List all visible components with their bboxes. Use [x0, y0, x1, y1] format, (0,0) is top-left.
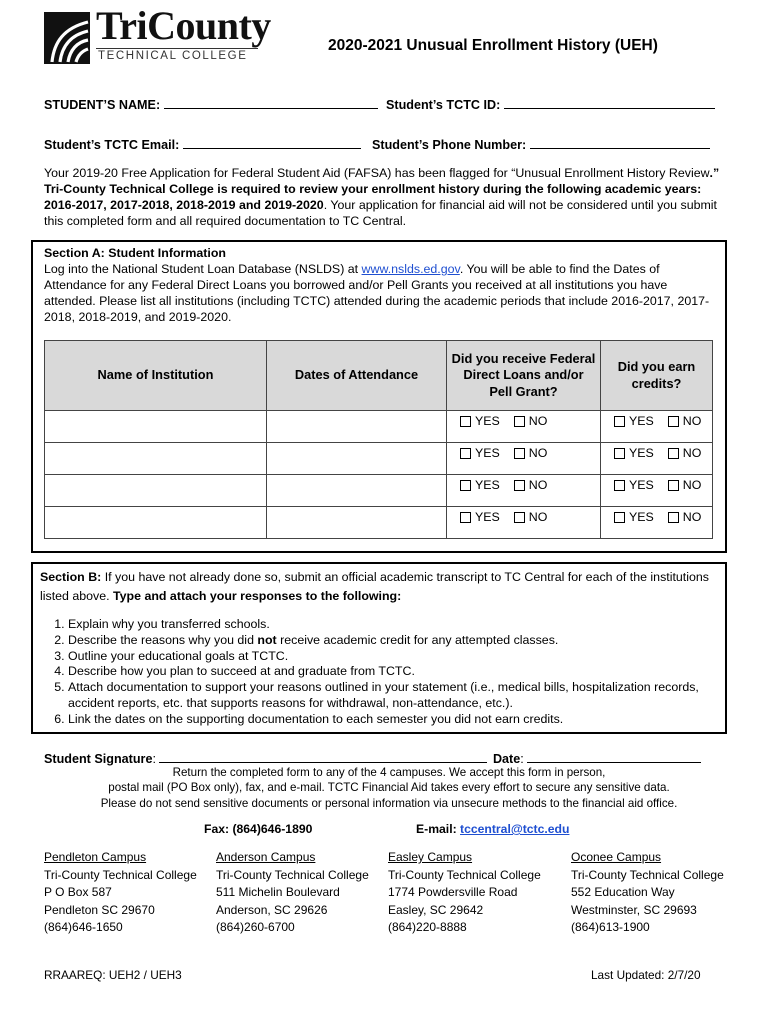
loans-yes-option[interactable]	[460, 510, 500, 526]
credits-no-label: NO	[682, 478, 702, 492]
credits-options	[601, 411, 712, 432]
student-name-field[interactable]	[164, 96, 378, 109]
credits-no-checkbox[interactable]	[668, 416, 679, 427]
institution-name-cell[interactable]	[45, 443, 267, 475]
credits-answer-cell	[601, 443, 713, 475]
credits-no-label: NO	[682, 510, 702, 524]
section-b-text: If you have not already done so, submit an official academic transcript to TC Central for each of the institutions listed above.	[40, 570, 709, 604]
loans-options	[447, 507, 600, 528]
campus-pendleton	[44, 849, 197, 937]
campus-city: Pendleton SC 29670	[44, 902, 155, 917]
campus-college: Tri-County Technical College	[44, 867, 197, 882]
student-phone-label: Student’s Phone Number:	[372, 138, 527, 152]
credits-no-label: NO	[682, 414, 702, 428]
credits-no-checkbox[interactable]	[668, 512, 679, 523]
loans-yes-label: YES	[475, 446, 500, 460]
institution-name-cell[interactable]	[45, 475, 267, 507]
credits-yes-label: YES	[629, 414, 654, 428]
logo-wordmark: TriCounty	[96, 3, 271, 48]
loans-yes-label: YES	[475, 414, 500, 428]
logo-subtitle: TECHNICAL COLLEGE	[98, 50, 248, 62]
student-name-row	[44, 96, 378, 113]
credits-yes-checkbox[interactable]	[614, 416, 625, 427]
list-item	[68, 633, 744, 649]
loans-no-checkbox[interactable]	[514, 416, 525, 427]
loans-no-option[interactable]	[514, 446, 548, 462]
section-a-text-2: . You will be able to find the Dates of Attendance for any Federal Direct Loans you borrowed and/or Pell Grants you received at all institutions you have attended. Please list all institutions (including TCTC) attended during the academic periods that include 2016-2017, 2017-2018, 2018-2019, and 2019-2020.	[44, 261, 710, 324]
loans-yes-option[interactable]	[460, 478, 500, 494]
loans-no-checkbox[interactable]	[514, 512, 525, 523]
loans-answer-cell	[447, 475, 601, 507]
signature-field[interactable]	[159, 750, 487, 763]
campus-name: Anderson Campus	[216, 850, 316, 864]
loans-options	[447, 443, 600, 464]
loans-no-label: NO	[528, 414, 548, 428]
credits-yes-option[interactable]	[614, 414, 654, 430]
logo-rule	[96, 48, 258, 49]
signature-label: Student Signature	[44, 752, 153, 766]
credits-yes-checkbox[interactable]	[614, 512, 625, 523]
campus-city: Anderson, SC 29626	[216, 902, 328, 917]
section-b-instructions	[40, 568, 720, 606]
campus-address: P O Box 587	[44, 885, 112, 900]
student-id-field[interactable]	[504, 96, 715, 109]
campus-college: Tri-County Technical College	[388, 867, 541, 882]
loans-no-option[interactable]	[514, 478, 548, 494]
loans-no-label: NO	[528, 510, 548, 524]
return-note-line-2: postal mail (PO Box only), fax, and e-mail. TCTC Financial Aid takes every effort to secure any sensitive data.	[108, 781, 670, 795]
list-item: 6. Link the dates on the supporting documentation to each semester you did not earn credits.	[68, 712, 744, 728]
loans-no-label: NO	[528, 478, 548, 492]
student-email-row	[44, 136, 361, 153]
credits-no-option[interactable]	[668, 446, 702, 462]
institution-name-cell[interactable]	[45, 507, 267, 539]
table-row	[45, 443, 713, 475]
student-phone-row	[372, 136, 710, 153]
column-header-institution: Name of Institution	[45, 341, 267, 411]
intro-paragraph	[44, 166, 734, 230]
credits-answer-cell	[601, 507, 713, 539]
credits-no-option[interactable]	[668, 478, 702, 494]
student-email-field[interactable]	[183, 136, 361, 149]
campus-name: Pendleton Campus	[44, 850, 147, 864]
credits-yes-option[interactable]	[614, 478, 654, 494]
email-row	[416, 822, 569, 838]
dates-of-attendance-cell[interactable]	[267, 507, 447, 539]
section-a-text-1: Log into the National Student Loan Database (NSLDS) at	[44, 261, 362, 276]
date-label: Date	[492, 752, 521, 766]
campus-phone: (864)646-1650	[44, 920, 123, 935]
section-b-steps	[44, 617, 744, 727]
loans-yes-checkbox[interactable]	[460, 416, 471, 427]
campus-name: Easley Campus	[388, 850, 473, 864]
student-name-label: STUDENT’S NAME:	[44, 98, 161, 112]
section-a-instructions	[44, 246, 714, 325]
table-row	[45, 411, 713, 443]
credits-options	[601, 475, 712, 496]
table-header-row	[45, 341, 713, 411]
campus-oconee	[571, 849, 724, 937]
credits-yes-option[interactable]	[614, 446, 654, 462]
column-header-credits: Did you earn credits?	[601, 341, 713, 411]
campus-address: 1774 Powdersville Road	[388, 885, 518, 900]
institutions-table	[44, 340, 713, 539]
loans-answer-cell	[447, 443, 601, 475]
student-id-label: Student’s TCTC ID:	[386, 98, 501, 112]
loans-options	[447, 411, 600, 432]
column-header-dates: Dates of Attendance	[267, 341, 447, 411]
return-note	[44, 765, 734, 811]
campus-college: Tri-County Technical College	[571, 867, 724, 882]
loans-yes-checkbox[interactable]	[460, 512, 471, 523]
last-updated: Last Updated: 2/7/20	[591, 968, 701, 982]
campus-city: Easley, SC 29642	[388, 902, 484, 917]
campus-phone: (864)220-8888	[388, 920, 467, 935]
credits-options	[601, 507, 712, 528]
credits-yes-label: YES	[629, 510, 654, 524]
column-header-loans: Did you receive Federal Direct Loans and/or Pell Grant?	[447, 341, 601, 411]
step-2-bold: not	[257, 632, 277, 647]
loans-options	[447, 475, 600, 496]
section-b-heading: Section B:	[40, 570, 102, 584]
document-title: 2020-2021 Unusual Enrollment History (UEH)	[328, 37, 658, 54]
student-phone-field[interactable]	[530, 136, 710, 149]
list-item: 5. Attach documentation to support your reasons outlined in your statement (i.e., medical bills, hospitalization records, accident reports, etc. that supports reasons for withdrawal, non-attendance, etc.).	[68, 680, 744, 712]
return-note-line-3: Please do not send sensitive documents or personal information via unsecure methods to the financial aid office.	[100, 796, 678, 810]
email-link[interactable]: tccentral@tctc.edu	[460, 822, 570, 836]
loans-yes-checkbox[interactable]	[460, 448, 471, 459]
campus-anderson	[216, 849, 369, 937]
intro-review-years: Tri-County Technical College is required to review your enrollment history during the following academic years: 2016-2017, 2017-2018, 2018-2019 and 2019-2020	[44, 181, 702, 212]
credits-answer-cell	[601, 475, 713, 507]
student-id-row	[386, 96, 715, 113]
loans-no-option[interactable]	[514, 414, 548, 430]
campus-college: Tri-County Technical College	[216, 867, 369, 882]
loans-no-checkbox[interactable]	[514, 480, 525, 491]
credits-yes-label: YES	[629, 446, 654, 460]
loans-yes-option[interactable]	[460, 414, 500, 430]
intro-text-2: . Your application for financial aid will not be considered until you submit this completed form and all required documentation to TC Central.	[44, 197, 717, 228]
credits-yes-checkbox[interactable]	[614, 448, 625, 459]
table-row	[45, 507, 713, 539]
dates-of-attendance-cell[interactable]	[267, 475, 447, 507]
list-item: 3. Outline your educational goals at TCTC.	[68, 649, 744, 665]
step-2-text: Describe the reasons why you did	[68, 632, 258, 647]
campus-city: Westminster, SC 29693	[571, 902, 697, 917]
loans-yes-label: YES	[475, 510, 500, 524]
signature-row: Student Signature: Date:	[44, 750, 701, 767]
loans-answer-cell	[447, 411, 601, 443]
campus-phone: (864)613-1900	[571, 920, 650, 935]
loans-no-checkbox[interactable]	[514, 448, 525, 459]
loans-answer-cell	[447, 507, 601, 539]
campus-easley	[388, 849, 541, 937]
credits-no-label: NO	[682, 446, 702, 460]
campus-address: 552 Education Way	[571, 885, 675, 900]
credits-no-option[interactable]	[668, 510, 702, 526]
loans-yes-label: YES	[475, 478, 500, 492]
fax-number: Fax: (864)646-1890	[204, 822, 313, 836]
loans-no-option[interactable]	[514, 510, 548, 526]
list-item: 4. Describe how you plan to succeed at and graduate from TCTC.	[68, 664, 744, 680]
credits-yes-label: YES	[629, 478, 654, 492]
step-2-end: receive academic credit for any attempted classes.	[276, 632, 559, 647]
intro-text-1: Your 2019-20 Free Application for Federal Student Aid (FAFSA) has been flagged for “Unusual Enrollment History Review	[44, 166, 710, 180]
date-field[interactable]	[527, 750, 701, 763]
credits-no-checkbox[interactable]	[668, 480, 679, 491]
section-b-text-bold: Type and attach your responses to the following:	[113, 589, 402, 604]
credits-options	[601, 443, 712, 464]
loans-yes-checkbox[interactable]	[460, 480, 471, 491]
college-logo-mark-icon	[44, 12, 90, 64]
credits-yes-checkbox[interactable]	[614, 480, 625, 491]
nslds-link[interactable]: www.nslds.ed.gov	[361, 261, 460, 276]
form-code: RRAAREQ: UEH2 / UEH3	[44, 968, 182, 982]
section-a-heading: Section A: Student Information	[44, 246, 226, 260]
credits-no-option[interactable]	[668, 414, 702, 430]
campus-name: Oconee Campus	[571, 850, 662, 864]
table-row	[45, 475, 713, 507]
dates-of-attendance-cell[interactable]	[267, 443, 447, 475]
student-email-label: Student’s TCTC Email:	[44, 138, 180, 152]
college-logo	[44, 3, 271, 66]
loans-no-label: NO	[528, 446, 548, 460]
return-note-line-1: Return the completed form to any of the 4 campuses. We accept this form in person,	[172, 766, 606, 779]
institution-name-cell[interactable]	[45, 411, 267, 443]
credits-yes-option[interactable]	[614, 510, 654, 526]
campus-address: 511 Michelin Boulevard	[216, 885, 340, 900]
credits-answer-cell	[601, 411, 713, 443]
campus-phone: (864)260-6700	[216, 920, 295, 935]
list-item: 1. Explain why you transferred schools.	[68, 617, 744, 633]
dates-of-attendance-cell[interactable]	[267, 411, 447, 443]
loans-yes-option[interactable]	[460, 446, 500, 462]
intro-text-1-end: .”	[709, 166, 720, 180]
email-label: E-mail:	[416, 822, 461, 836]
credits-no-checkbox[interactable]	[668, 448, 679, 459]
